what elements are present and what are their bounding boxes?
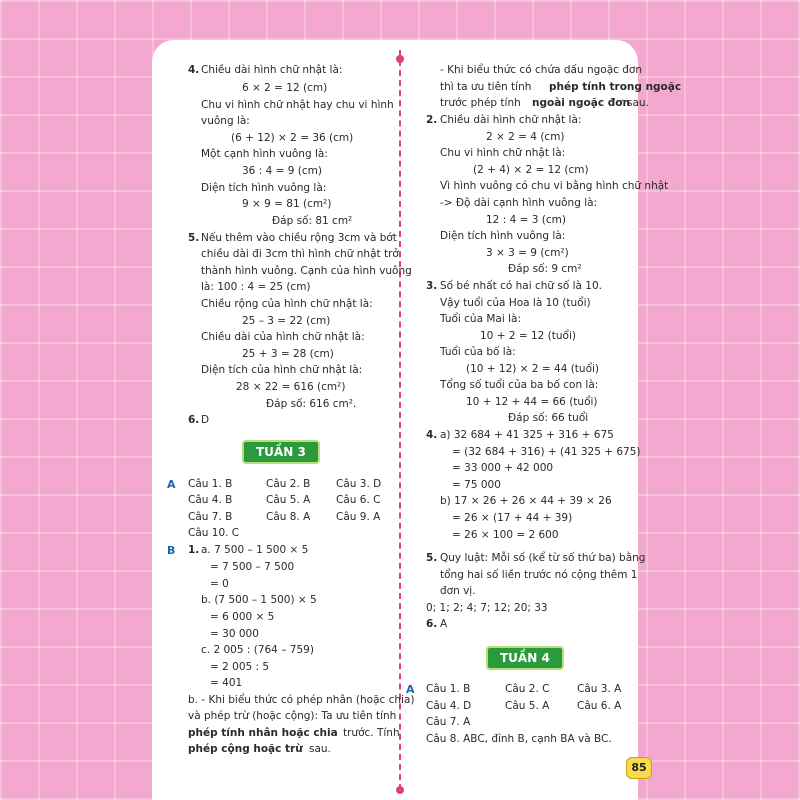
left-text-lB1m: trước. Tính <box>343 727 400 739</box>
left-text-l4h: Diện tích hình vuông là: <box>201 182 327 194</box>
left-text-lB1e: = 6 000 × 5 <box>210 611 275 623</box>
divider-dot <box>396 55 404 63</box>
column-divider <box>399 50 401 790</box>
left-text-lB1a: a. 7 500 – 1 500 × 5 <box>201 544 309 556</box>
left-text-l6n: 6. <box>188 414 200 426</box>
left-text-lAs: A <box>167 478 176 491</box>
left-text-lA6: Câu 6. C <box>336 494 381 506</box>
right-text-rA5: Câu 5. A <box>505 700 550 712</box>
left-text-lA3: Câu 3. D <box>336 478 382 490</box>
right-text-rA8: Câu 8. ABC, đỉnh B, cạnh BA và BC. <box>426 733 612 745</box>
right-text-r3c: Tuổi của Mai là: <box>440 313 521 325</box>
right-text-r3e: Tuổi của bố là: <box>440 346 516 358</box>
right-text-r4e: b) 17 × 26 + 26 × 44 + 39 × 26 <box>440 495 612 507</box>
left-text-l4j: Đáp số: 81 cm² <box>272 215 353 227</box>
left-text-l5b: chiều dài đi 3cm thì hình chữ nhật trở <box>201 248 399 260</box>
right-text-r6n: 6. <box>426 618 438 630</box>
left-text-l5n: 5. <box>188 232 200 244</box>
left-text-lB1g: c. 2 005 : (764 – 759) <box>201 644 314 656</box>
left-text-l5e: Chiều rộng của hình chữ nhật là: <box>201 298 373 310</box>
left-text-lB1d: b. (7 500 – 1 500) × 5 <box>201 594 317 606</box>
right-text-r2c: Chu vi hình chữ nhật là: <box>440 147 566 159</box>
left-text-lB1c: = 0 <box>210 578 229 590</box>
left-text-lA9: Câu 9. A <box>336 511 381 523</box>
left-text-lA5: Câu 5. A <box>266 494 311 506</box>
left-text-lA8: Câu 8. A <box>266 511 311 523</box>
left-text-lBs: B <box>167 544 176 557</box>
right-text-r4b: = (32 684 + 316) + (41 325 + 675) <box>452 446 641 458</box>
left-text-lB1h: = 2 005 : 5 <box>210 661 270 673</box>
right-text-rAs: A <box>406 683 415 696</box>
left-text-lB1n: 1. <box>188 544 200 556</box>
right-text-rA6: Câu 6. A <box>577 700 622 712</box>
left-text-l6a: D <box>201 414 210 426</box>
right-text-r0b: thì ta ưu tiên tính <box>440 81 532 93</box>
left-text-l5a: Nếu thêm vào chiều rộng 3cm và bớt <box>201 232 397 244</box>
left-text-lB1k: và phép trừ (hoặc cộng): Ta ưu tiên tính <box>188 710 397 722</box>
right-text-rA2: Câu 2. C <box>505 683 550 695</box>
right-text-r2e: Vì hình vuông có chu vi bằng hình chữ nhật <box>440 180 669 192</box>
left-text-l4a: Chiều dài hình chữ nhật là: <box>201 64 343 76</box>
right-text-rA7: Câu 7. A <box>426 716 471 728</box>
right-text-r2d: (2 + 4) × 2 = 12 (cm) <box>473 164 589 176</box>
left-text-lA7: Câu 7. B <box>188 511 233 523</box>
right-text-r0f: sau. <box>627 97 649 109</box>
right-text-r5a: Quy luật: Mỗi số (kể từ số thứ ba) bằng <box>440 552 646 564</box>
right-text-r2g: 12 : 4 = 3 (cm) <box>486 214 566 226</box>
right-text-r0a: - Khi biểu thức có chứa dấu ngoặc đơn <box>440 64 643 76</box>
left-text-l5k: Đáp số: 616 cm². <box>266 398 357 410</box>
right-text-r2i: 3 × 3 = 9 (cm²) <box>486 247 569 259</box>
left-text-l4i: 9 × 9 = 81 (cm²) <box>242 198 332 210</box>
left-text-lB1b: = 7 500 – 7 500 <box>210 561 295 573</box>
left-text-l5i: Diện tích của hình chữ nhật là: <box>201 364 363 376</box>
left-text-l5j: 28 × 22 = 616 (cm²) <box>236 381 346 393</box>
right-text-r3b: Vậy tuổi của Hoa là 10 (tuổi) <box>440 297 591 309</box>
right-text-r3n: 3. <box>426 280 438 292</box>
left-text-lB1o: phép cộng hoặc trừ <box>188 743 303 755</box>
right-text-r3a: Số bé nhất có hai chữ số là 10. <box>440 280 603 292</box>
left-text-lB1i: = 401 <box>210 677 243 689</box>
left-text-lA2: Câu 2. B <box>266 478 311 490</box>
left-text-lB1p: sau. <box>309 743 331 755</box>
right-text-r2n: 2. <box>426 114 438 126</box>
right-text-r2h: Diện tích hình vuông là: <box>440 230 566 242</box>
right-text-r5b: tổng hai số liền trước nó cộng thêm 1 <box>440 569 638 581</box>
right-text-r2a: Chiều dài hình chữ nhật là: <box>440 114 582 126</box>
week-3-heading: TUẦN 3 <box>242 440 320 464</box>
right-text-r4c: = 33 000 + 42 000 <box>452 462 554 474</box>
right-text-r5d: 0; 1; 2; 4; 7; 12; 20; 33 <box>426 602 548 614</box>
right-text-r4a: a) 32 684 + 41 325 + 316 + 675 <box>440 429 614 441</box>
right-text-rA4: Câu 4. D <box>426 700 472 712</box>
left-text-lB1f: = 30 000 <box>210 628 259 640</box>
right-text-r0d: trước phép tính <box>440 97 521 109</box>
left-text-l5g: Chiều dài của hình chữ nhật là: <box>201 331 365 343</box>
right-text-r2b: 2 × 2 = 4 (cm) <box>486 131 565 143</box>
right-text-r2f: -> Độ dài cạnh hình vuông là: <box>440 197 598 209</box>
right-text-r3f: (10 + 12) × 2 = 44 (tuổi) <box>466 363 600 375</box>
left-text-lA4: Câu 4. B <box>188 494 233 506</box>
right-text-r4f: = 26 × (17 + 44 + 39) <box>452 512 573 524</box>
right-text-r5n: 5. <box>426 552 438 564</box>
right-text-r4d: = 75 000 <box>452 479 501 491</box>
left-text-lA1: Câu 1. B <box>188 478 233 490</box>
right-text-r5c: đơn vị. <box>440 585 476 597</box>
divider-dot <box>396 786 404 794</box>
right-text-r3h: 10 + 12 + 44 = 66 (tuổi) <box>466 396 598 408</box>
right-text-r2j: Đáp số: 9 cm² <box>508 263 582 275</box>
right-text-r0e: ngoài ngoặc đơn <box>532 97 630 109</box>
right-text-r3d: 10 + 2 = 12 (tuổi) <box>480 330 576 342</box>
left-text-lB1j: b. - Khi biểu thức có phép nhân (hoặc chia) <box>188 694 415 706</box>
right-text-r3g: Tổng số tuổi của ba bố con là: <box>440 379 599 391</box>
left-text-l4d: vuông là: <box>201 115 250 127</box>
left-text-l5f: 25 – 3 = 22 (cm) <box>242 315 331 327</box>
right-text-r3i: Đáp số: 66 tuổi <box>508 412 589 424</box>
left-text-l5h: 25 + 3 = 28 (cm) <box>242 348 334 360</box>
right-text-r0c: phép tính trong ngoặc <box>549 81 682 93</box>
left-text-l5c: thành hình vuông. Cạnh của hình vuông <box>201 265 412 277</box>
left-text-l4n: 4. <box>188 64 200 76</box>
left-text-l5d: là: 100 : 4 = 25 (cm) <box>201 281 311 293</box>
week-4-heading: TUẦN 4 <box>486 646 564 670</box>
left-text-l4c: Chu vi hình chữ nhật hay chu vi hình <box>201 99 394 111</box>
right-text-r6a: A <box>440 618 448 630</box>
left-text-lA10: Câu 10. C <box>188 527 240 539</box>
left-text-l4g: 36 : 4 = 9 (cm) <box>242 165 322 177</box>
left-text-l4b: 6 × 2 = 12 (cm) <box>242 82 328 94</box>
left-text-lB1l: phép tính nhân hoặc chia <box>188 727 338 739</box>
left-text-l4e: (6 + 12) × 2 = 36 (cm) <box>231 132 354 144</box>
right-text-r4n: 4. <box>426 429 438 441</box>
right-text-r4g: = 26 × 100 = 2 600 <box>452 529 559 541</box>
left-text-l4f: Một cạnh hình vuông là: <box>201 148 328 160</box>
right-text-rA3: Câu 3. A <box>577 683 622 695</box>
right-text-rA1: Câu 1. B <box>426 683 471 695</box>
page-number: 85 <box>626 757 652 779</box>
